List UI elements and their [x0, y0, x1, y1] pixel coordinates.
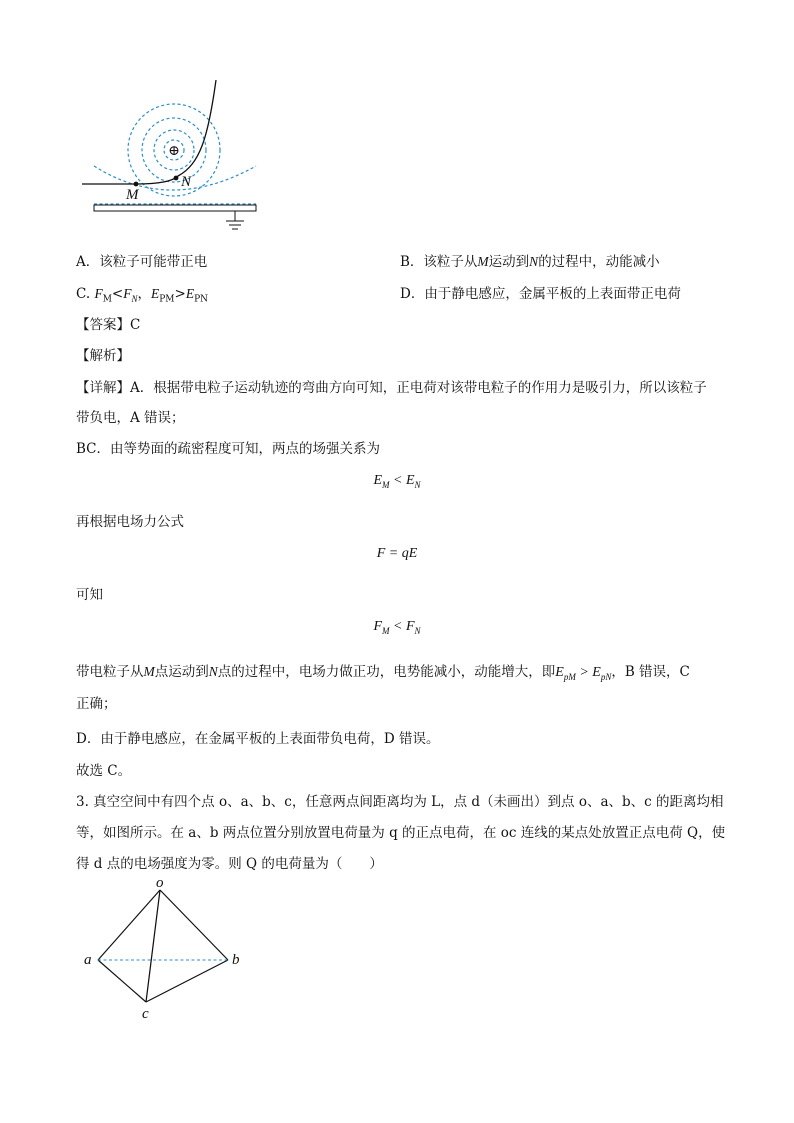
- detail-line-3: BC．由等势面的疏密程度可知，两点的场强关系为: [76, 441, 380, 457]
- equation-1: $E_M < E_N$: [373, 473, 421, 490]
- question-3-line-3: 得 d 点的电场强度为零。则 Q 的电荷量为（ ）: [76, 856, 383, 872]
- detail-line-1: 【详解】A．根据带电粒子运动轨迹的弯曲方向可知，正电荷对该带电粒子的作用力是吸引力，所以该粒子: [76, 380, 707, 396]
- label-o: o: [156, 875, 164, 891]
- detail-line-7: 正确；: [76, 696, 117, 712]
- equation-3: $F_M < F_N$: [373, 619, 421, 636]
- analysis-label: 【解析】: [76, 348, 130, 364]
- option-c: C. $F_M<F_N$，$E_{PM}>E_{PN}$: [76, 286, 209, 305]
- point-n: [174, 176, 179, 181]
- figure-particle-trajectory: [80, 80, 270, 240]
- label-b: b: [232, 952, 240, 968]
- label-c: c: [142, 1006, 149, 1022]
- option-d: D．由于静电感应，金属平板的上表面带正电荷: [400, 286, 681, 302]
- label-a: a: [84, 952, 92, 968]
- equation-2: F = qE: [376, 546, 418, 561]
- question-3-line-1: 3. 真空空间中有四个点 o、a、b、c，任意两点间距离均为 L，点 d（未画出）到点 o、a、b、c 的距离均相: [76, 794, 724, 810]
- question-3-line-2: 等，如图所示。在 a、b 两点位置分别放置电荷量为 q 的正点电荷，在 oc 连线的某点处放置正点电荷 Q，使: [76, 825, 726, 841]
- edge-oc: [146, 890, 160, 1002]
- option-a: A．该粒子可能带正电: [76, 254, 208, 270]
- label-m: M: [126, 187, 139, 203]
- metal-plate: [94, 205, 256, 211]
- ground-symbol: [226, 211, 244, 229]
- detail-line-9: 故选 C。: [76, 763, 132, 779]
- answer-label: 【答案】C: [76, 317, 141, 333]
- detail-line-4: 再根据电场力公式: [76, 514, 184, 530]
- label-n: N: [181, 174, 192, 190]
- detail-line-2: 带负电，A 错误；: [76, 410, 185, 426]
- edge-bc: [146, 960, 228, 1002]
- option-b: B．该粒子从M运动到N的过程中，动能减小: [400, 254, 660, 270]
- charge-symbol: ⊕: [168, 144, 180, 159]
- edge-ob: [160, 890, 228, 960]
- particle-trajectory: [82, 80, 216, 184]
- figure-tetrahedron: [80, 872, 250, 1022]
- detail-line-6: 带电粒子从M点运动到N点的过程中，电场力做正功，电势能减小，动能增大，即$E_{pM} > E_{pN}$，B 错误，C: [76, 664, 690, 682]
- detail-line-5: 可知: [76, 587, 103, 603]
- edge-oa: [98, 890, 160, 960]
- detail-line-8: D．由于静电感应，在金属平板的上表面带负电荷，D 错误。: [76, 731, 440, 747]
- edge-ac: [98, 960, 146, 1002]
- point-m: [134, 182, 139, 187]
